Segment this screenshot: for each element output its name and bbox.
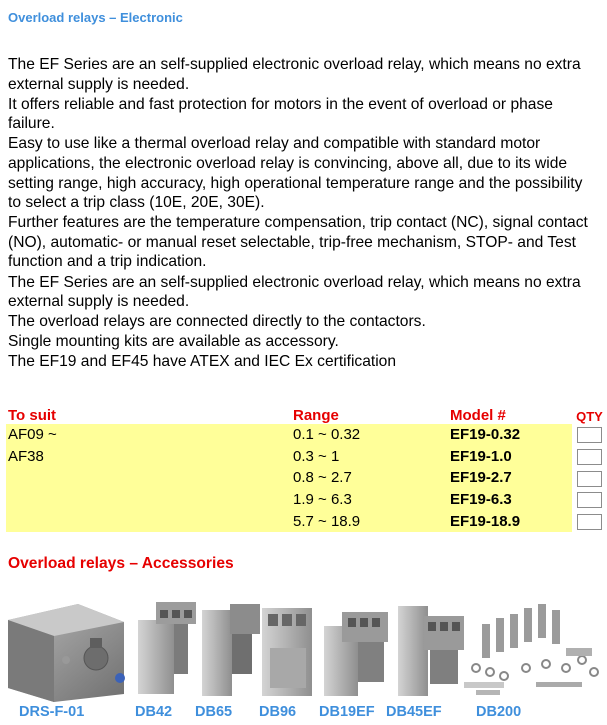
cell-model: EF19-18.9 <box>448 510 572 532</box>
accessory-label-db45ef[interactable]: DB45EF <box>386 704 442 720</box>
db96-image <box>262 608 312 696</box>
cell-range: 5.7 ~ 18.9 <box>291 510 448 532</box>
table-row <box>6 424 607 446</box>
cell-suit <box>6 510 291 532</box>
cell-qty <box>572 446 607 468</box>
cell-model: EF19-6.3 <box>448 489 572 511</box>
product-selection-table <box>6 402 607 532</box>
cell-range: 0.1 ~ 0.32 <box>291 424 448 446</box>
cell-range: 1.9 ~ 6.3 <box>291 489 448 511</box>
cell-model: EF19-2.7 <box>448 467 572 489</box>
description-paragraph: The EF Series are an self-supplied electronic overload relay, which means no extra external supply is needed. <box>8 273 581 311</box>
cell-qty <box>572 489 607 511</box>
db65-image <box>202 604 260 696</box>
description-paragraph: The EF Series are an self-supplied electronic overload relay, which means no extra external supply is needed. <box>8 56 581 93</box>
qty-input[interactable] <box>577 492 602 508</box>
db19ef-image <box>324 612 388 696</box>
cell-qty <box>572 510 607 532</box>
column-header-model: Model # <box>450 407 506 424</box>
accessory-label-db42[interactable]: DB42 <box>135 704 173 720</box>
table-row <box>6 446 607 468</box>
cell-range: 0.3 ~ 1 <box>291 446 448 468</box>
description-paragraph: It offers reliable and fast protection for motors in the event of overload or phase failure. <box>8 95 553 133</box>
description-paragraph: Easy to use like a thermal overload relay and compatible with standard motor applications, the electronic overload relay is convincing, above all, due to its wide setting range, high accuracy, high operational temperature range and the possibility to select a trip class (10E, 20E, 30E). <box>8 135 583 212</box>
cell-qty <box>572 467 607 489</box>
db45ef-image <box>398 606 464 696</box>
description-paragraph: Further features are the temperature compensation, trip contact (NC), signal contact (NO), automatic- or manual reset selectable, trip-free mechanism, STOP- and Test function and a trip indication. <box>8 214 588 271</box>
description <box>8 55 598 372</box>
cell-qty <box>572 424 607 446</box>
table-row <box>6 489 607 511</box>
table-header-row <box>6 402 607 424</box>
qty-input[interactable] <box>577 471 602 487</box>
cell-model: EF19-1.0 <box>448 446 572 468</box>
qty-input[interactable] <box>577 514 602 530</box>
db200-image <box>464 604 598 695</box>
section-title-electronic: Overload relays – Electronic <box>8 10 183 25</box>
cell-suit: AF38 <box>6 446 291 468</box>
cell-suit <box>6 489 291 511</box>
column-header-qty: QTY <box>576 409 603 424</box>
accessory-label-drs-f-01[interactable]: DRS-F-01 <box>19 704 85 720</box>
qty-input[interactable] <box>577 427 602 443</box>
table-row <box>6 467 607 489</box>
accessory-images <box>6 598 606 702</box>
description-paragraph: The EF19 and EF45 have ATEX and IEC Ex certification <box>8 353 397 371</box>
description-paragraph: Single mounting kits are available as accessory. <box>8 333 339 351</box>
table-row <box>6 510 607 532</box>
cell-range: 0.8 ~ 2.7 <box>291 467 448 489</box>
cell-suit: AF09 ~ <box>6 424 291 446</box>
db42-image <box>138 602 196 694</box>
accessory-label-db65[interactable]: DB65 <box>195 704 233 720</box>
accessory-label-db200[interactable]: DB200 <box>476 704 522 720</box>
column-header-suit: To suit <box>8 407 57 424</box>
cell-suit <box>6 467 291 489</box>
qty-input[interactable] <box>577 449 602 465</box>
column-header-range: Range <box>293 407 339 424</box>
accessory-label-db96[interactable]: DB96 <box>259 704 297 720</box>
section-title-accessories: Overload relays – Accessories <box>8 555 234 572</box>
description-paragraph: The overload relays are connected directly to the contactors. <box>8 313 426 331</box>
accessory-label-db19ef[interactable]: DB19EF <box>319 704 375 720</box>
cell-model: EF19-0.32 <box>448 424 572 446</box>
drs-f-01-image <box>8 604 125 702</box>
